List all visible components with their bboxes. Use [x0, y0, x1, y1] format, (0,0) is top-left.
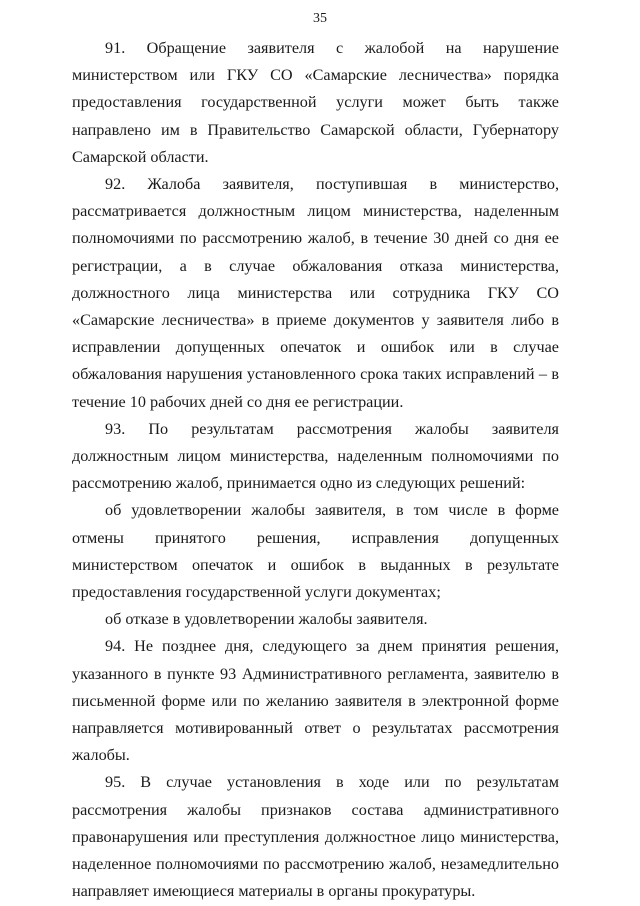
paragraph-93-option-refuse: об отказе в удовлетворении жалобы заявителя.	[105, 610, 428, 629]
document-body	[72, 35, 559, 906]
page-number: 35	[313, 11, 327, 26]
paragraph-93-option-satisfy: об удовлетворении жалобы заявителя, в том числе в форме отмены принятого решения, исправления допущенных министерством опечаток и ошибок в выданных в результате предоставления государственной услуги документах;	[72, 501, 559, 602]
paragraph-92: 92. Жалоба заявителя, поступившая в министерство, рассматривается должностным лицом министерства, наделенным полномочиями по рассмотрению жалоб, в течение 30 дней со дня ее регистрации, а в случае обжалования отказа министерства, должностного лица министерства или сотрудника ГКУ СО «Самарские лесничества» в приеме документов у заявителя либо в исправлении допущенных опечаток и ошибок или в случае обжалования нарушения установленного срока таких исправлений – в течение 10 рабочих дней со дня ее регистрации.	[72, 175, 559, 411]
paragraph-95: 95. В случае установления в ходе или по результатам рассмотрения жалобы признаков состава административного правонарушения или преступления должностное лицо министерства, наделенное полномочиями по рассмотрению жалоб, незамедлительно направляет имеющиеся материалы в органы прокуратуры.	[72, 773, 559, 901]
paragraph-94: 94. Не позднее дня, следующего за днем принятия решения, указанного в пункте 93 Административного регламента, заявителю в письменной форме или по желанию заявителя в электронной форме направляется мотивированный ответ о результатах рассмотрения жалобы.	[72, 637, 559, 765]
paragraph-91: 91. Обращение заявителя с жалобой на нарушение министерством или ГКУ СО «Самарские лесничества» порядка предоставления государственной услуги может быть также направлено им в Правительство Самарской области, Губернатору Самарской области.	[72, 39, 559, 166]
paragraph-93: 93. По результатам рассмотрения жалобы заявителя должностным лицом министерства, наделенным полномочиями по рассмотрению жалоб, принимается одно из следующих решений:	[72, 419, 559, 493]
